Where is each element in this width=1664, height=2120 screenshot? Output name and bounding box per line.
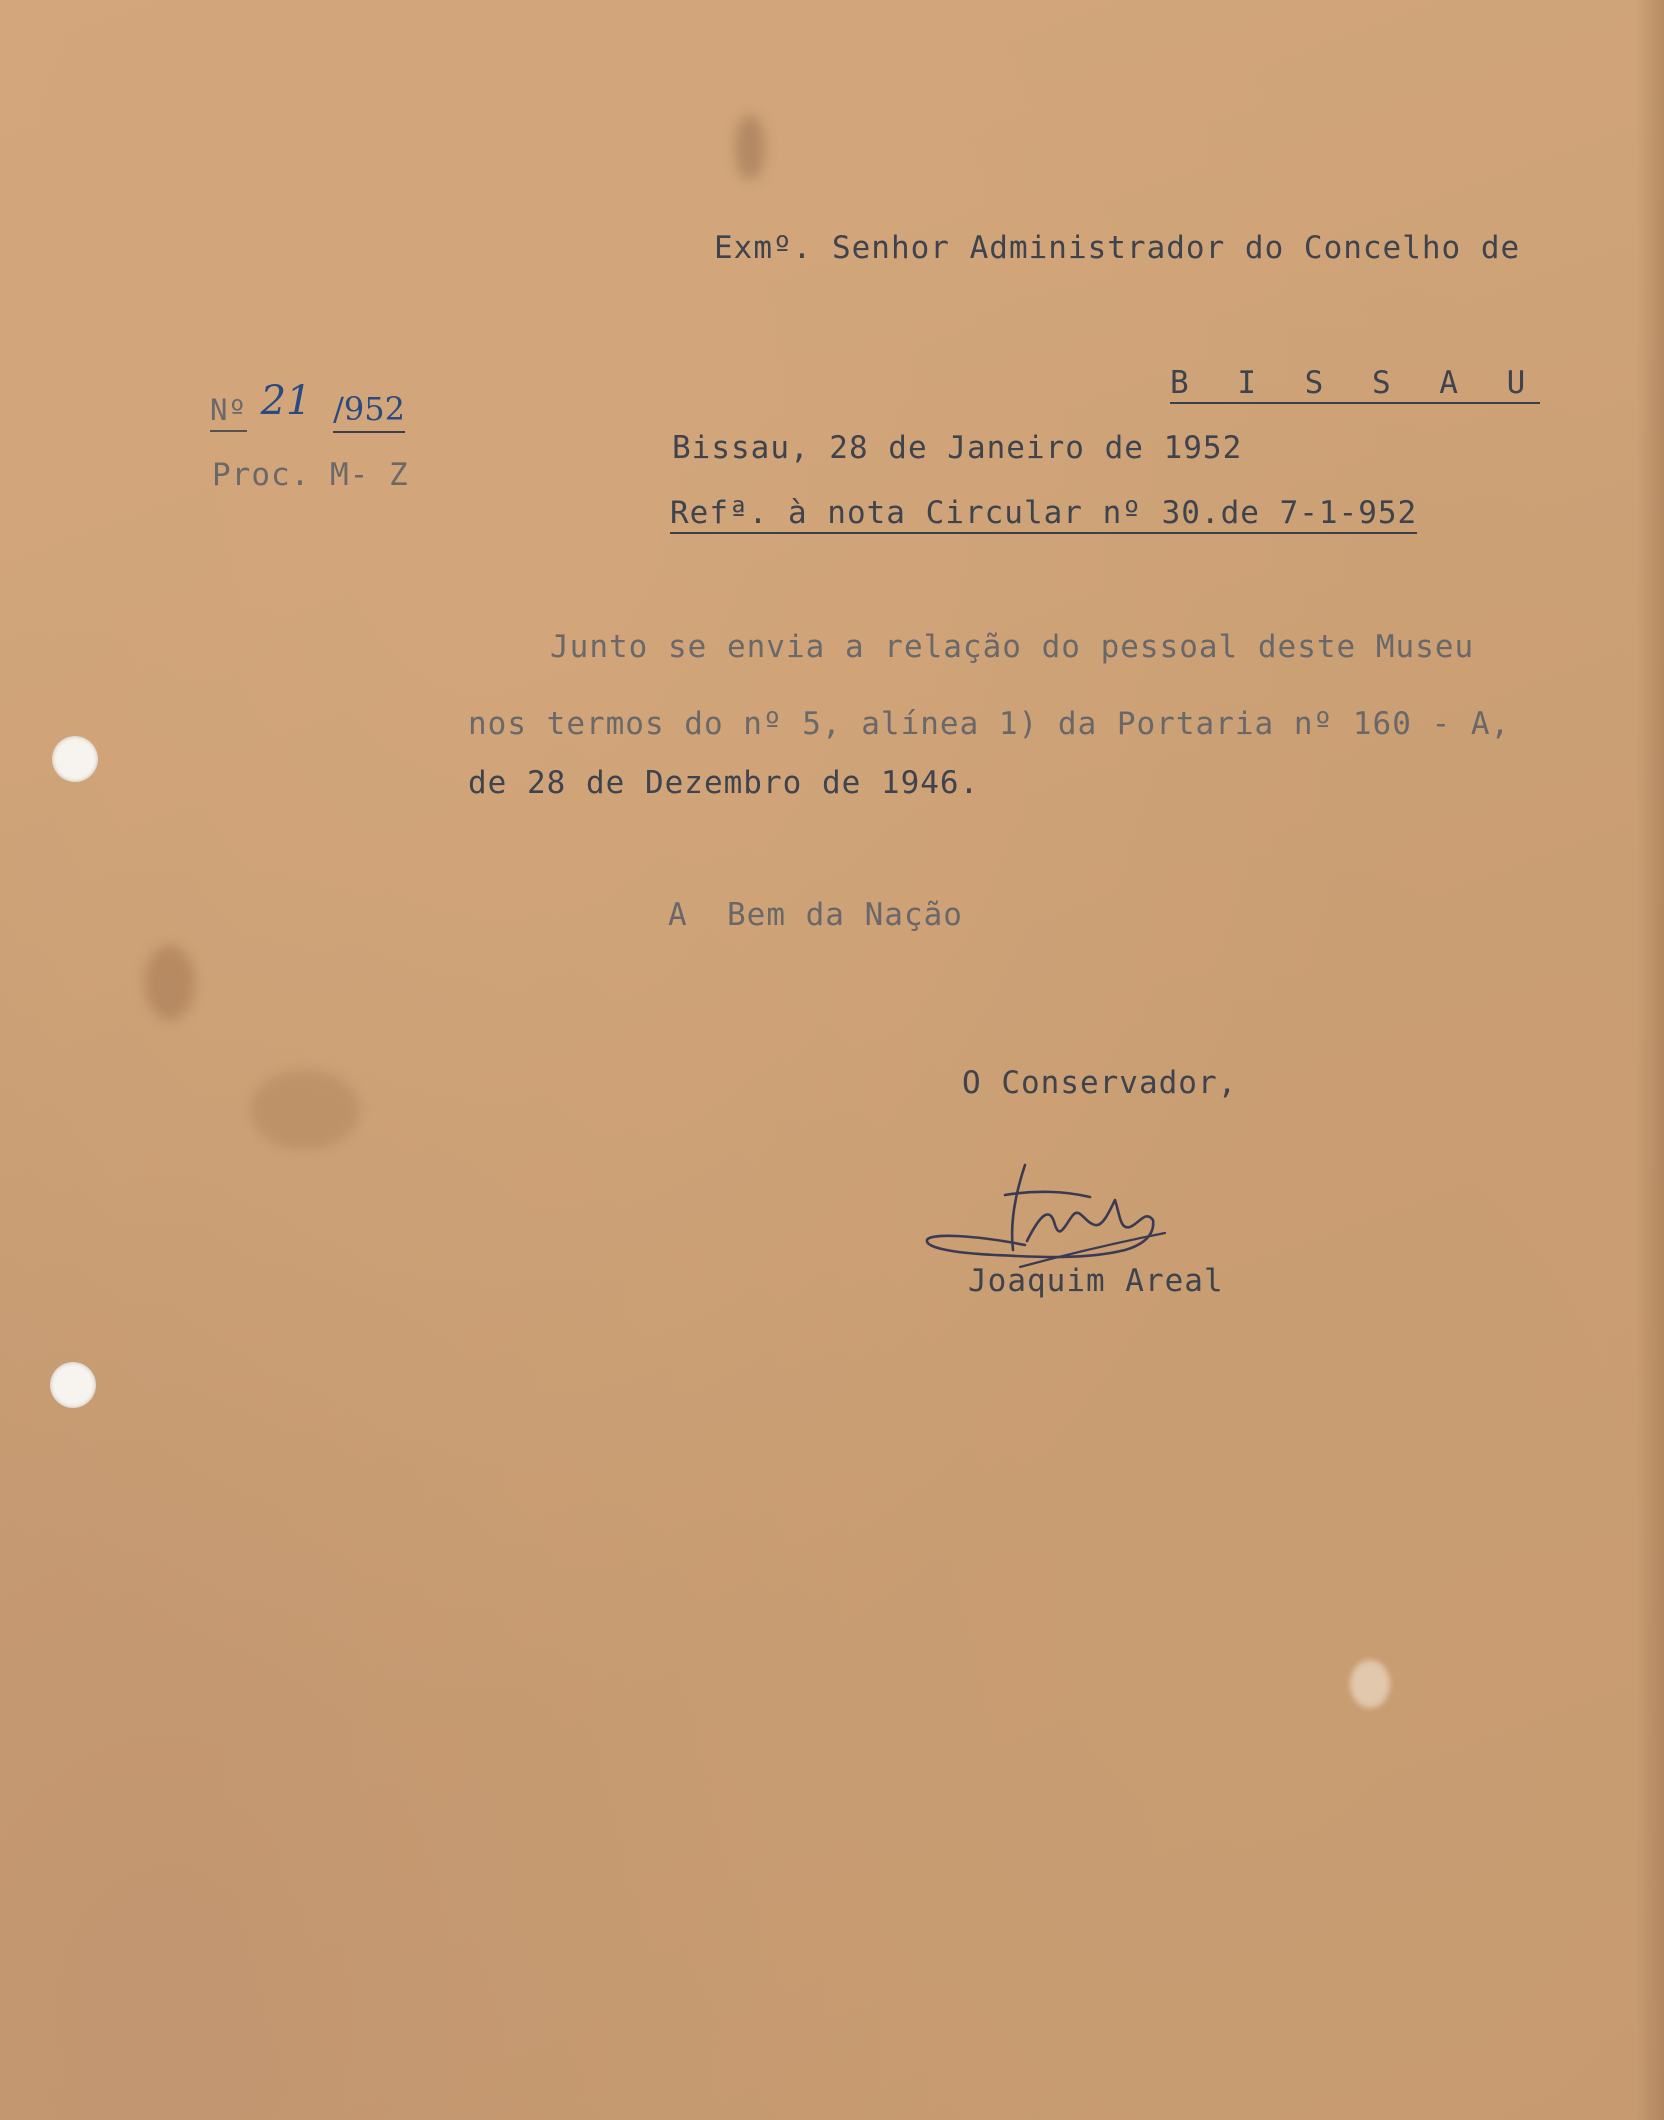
paper-edge-shadow: [1636, 0, 1664, 2120]
signatory-name: Joaquim Areal: [968, 1263, 1224, 1299]
punch-hole: [52, 736, 98, 782]
body-line-2: nos termos do nº 5, alínea 1) da Portaria nº 160 - A,: [468, 706, 1511, 742]
body-line-3: de 28 de Dezembro de 1946.: [468, 765, 980, 801]
paper-stain: [145, 945, 195, 1020]
city-heading: B I S S A U: [1170, 368, 1540, 404]
process-code: Proc. M- Z: [212, 457, 409, 493]
reference-number: [210, 378, 405, 430]
handwritten-number: 21: [260, 378, 312, 424]
number-prefix: Nº: [210, 393, 247, 432]
reference-line: Refª. à nota Circular nº 30.de 7-1-952: [670, 498, 1417, 534]
addressee-line: Exmº. Senhor Administrador do Concelho de: [714, 230, 1521, 266]
paper-stain: [735, 115, 765, 180]
handwritten-signature: [915, 1155, 1205, 1275]
number-year: /952: [333, 390, 405, 433]
paper-stain: [250, 1070, 360, 1150]
signatory-title: O Conservador,: [962, 1065, 1238, 1101]
salutation: A Bem da Nação: [668, 897, 963, 933]
punch-hole: [50, 1362, 96, 1408]
body-line-1: Junto se envia a relação do pessoal deste Museu: [550, 629, 1475, 665]
date-line: Bissau, 28 de Janeiro de 1952: [672, 430, 1243, 466]
paper-spot: [1350, 1660, 1390, 1708]
